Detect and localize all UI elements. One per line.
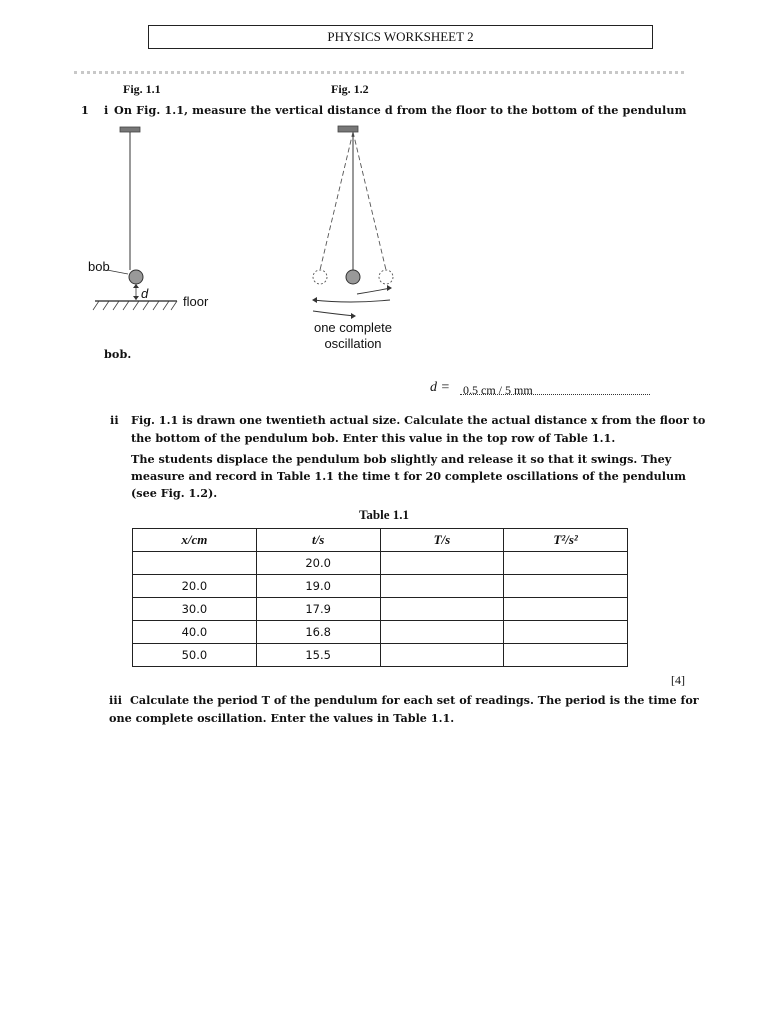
- table-header-row: [133, 529, 628, 552]
- oscillation-caption-line2: oscillation: [324, 336, 382, 351]
- bob-left-position: [313, 270, 327, 284]
- cell-period-squared[interactable]: [504, 644, 628, 667]
- swing-arrow-left: [313, 300, 390, 302]
- d-label: d: [141, 286, 149, 301]
- cell-x: 30.0: [133, 598, 257, 621]
- floor-label: floor: [183, 294, 209, 309]
- pivot-support: [120, 127, 140, 132]
- fig-1-2-label: Fig. 1.2: [331, 82, 369, 96]
- answer-prefix: d =: [430, 380, 450, 395]
- table-caption: Table 1.1: [358, 507, 410, 522]
- d-arrow-head-down: [133, 296, 139, 300]
- cell-t: 16.8: [256, 621, 380, 644]
- swing-arrow-right-head: [387, 285, 392, 291]
- swing-arrow-left-head: [312, 297, 317, 303]
- fig-1-2-diagram: [295, 120, 415, 355]
- swing-arrow-right: [357, 288, 391, 294]
- header-t: t/s: [256, 529, 380, 552]
- dotted-divider: [74, 71, 684, 77]
- part-iii-label: iii: [109, 693, 123, 707]
- table-row: [133, 621, 628, 644]
- part-iii-line2: one complete oscillation. Enter the values in Table 1.1.: [109, 711, 455, 725]
- part-i-text: On Fig. 1.1, measure the vertical distance d from the floor to the bottom of the pendulum: [114, 103, 687, 117]
- cell-period-squared[interactable]: [504, 575, 628, 598]
- cell-t: 19.0: [256, 575, 380, 598]
- d-arrow-head-up: [133, 284, 139, 288]
- table-row: [133, 552, 628, 575]
- oscillation-caption-line1: one complete: [313, 320, 393, 335]
- part-ii-line2: the bottom of the pendulum bob. Enter this value in the top row of Table 1.1.: [131, 431, 616, 445]
- header-period-squared: T²/s²: [504, 529, 628, 552]
- table-row: [133, 598, 628, 621]
- cell-period[interactable]: [380, 644, 504, 667]
- header-x: x/cm: [133, 529, 257, 552]
- table-row: [133, 575, 628, 598]
- pivot-support: [338, 126, 358, 132]
- cell-period[interactable]: [380, 575, 504, 598]
- paragraph-line2: measure and record in Table 1.1 the time t for 20 complete oscillations of the pendulum: [131, 469, 686, 483]
- cell-period-squared[interactable]: [504, 598, 628, 621]
- bob-leader-line: [107, 270, 128, 274]
- cell-t: 17.9: [256, 598, 380, 621]
- floor-hatching: [93, 301, 177, 310]
- part-ii-label: ii: [110, 413, 119, 427]
- pendulum-bob: [129, 270, 143, 284]
- cell-period-squared[interactable]: [504, 552, 628, 575]
- cell-t: 20.0: [256, 552, 380, 575]
- cell-period-squared[interactable]: [504, 621, 628, 644]
- swing-arrow-return-head: [351, 313, 356, 319]
- answer-dotted-line: [460, 394, 650, 395]
- pendulum-string-right: [353, 132, 386, 270]
- part-i-continuation: bob.: [104, 347, 132, 361]
- data-table: [132, 528, 628, 667]
- paragraph-line3: (see Fig. 1.2).: [131, 486, 218, 500]
- fig-1-1-label: Fig. 1.1: [123, 82, 161, 96]
- swing-arrow-return: [313, 311, 355, 316]
- cell-x: 40.0: [133, 621, 257, 644]
- cell-period[interactable]: [380, 621, 504, 644]
- paragraph-line1: The students displace the pendulum bob slightly and release it so that it swings. They: [131, 452, 672, 466]
- cell-x: 50.0: [133, 644, 257, 667]
- cell-x: 20.0: [133, 575, 257, 598]
- marks-label: [4]: [671, 673, 685, 687]
- cell-period[interactable]: [380, 552, 504, 575]
- bob-label: bob: [88, 259, 110, 274]
- cell-period[interactable]: [380, 598, 504, 621]
- part-ii-line1: Fig. 1.1 is drawn one twentieth actual size. Calculate the actual distance x from the floor to: [131, 413, 706, 427]
- header-period: T/s: [380, 529, 504, 552]
- bob-right-position: [379, 270, 393, 284]
- answer-value[interactable]: 0.5 cm / 5 mm: [463, 383, 533, 397]
- pendulum-bob-center: [346, 270, 360, 284]
- cell-t: 15.5: [256, 644, 380, 667]
- fig-1-1-diagram: [85, 120, 245, 320]
- part-iii-line1: Calculate the period T of the pendulum for each set of readings. The period is the time for: [130, 693, 699, 707]
- part-i-label: i: [104, 103, 109, 117]
- pendulum-string-left: [320, 132, 353, 270]
- worksheet-title: PHYSICS WORKSHEET 2: [148, 25, 653, 49]
- table-row: [133, 644, 628, 667]
- question-number: 1: [81, 103, 89, 117]
- cell-x[interactable]: [133, 552, 257, 575]
